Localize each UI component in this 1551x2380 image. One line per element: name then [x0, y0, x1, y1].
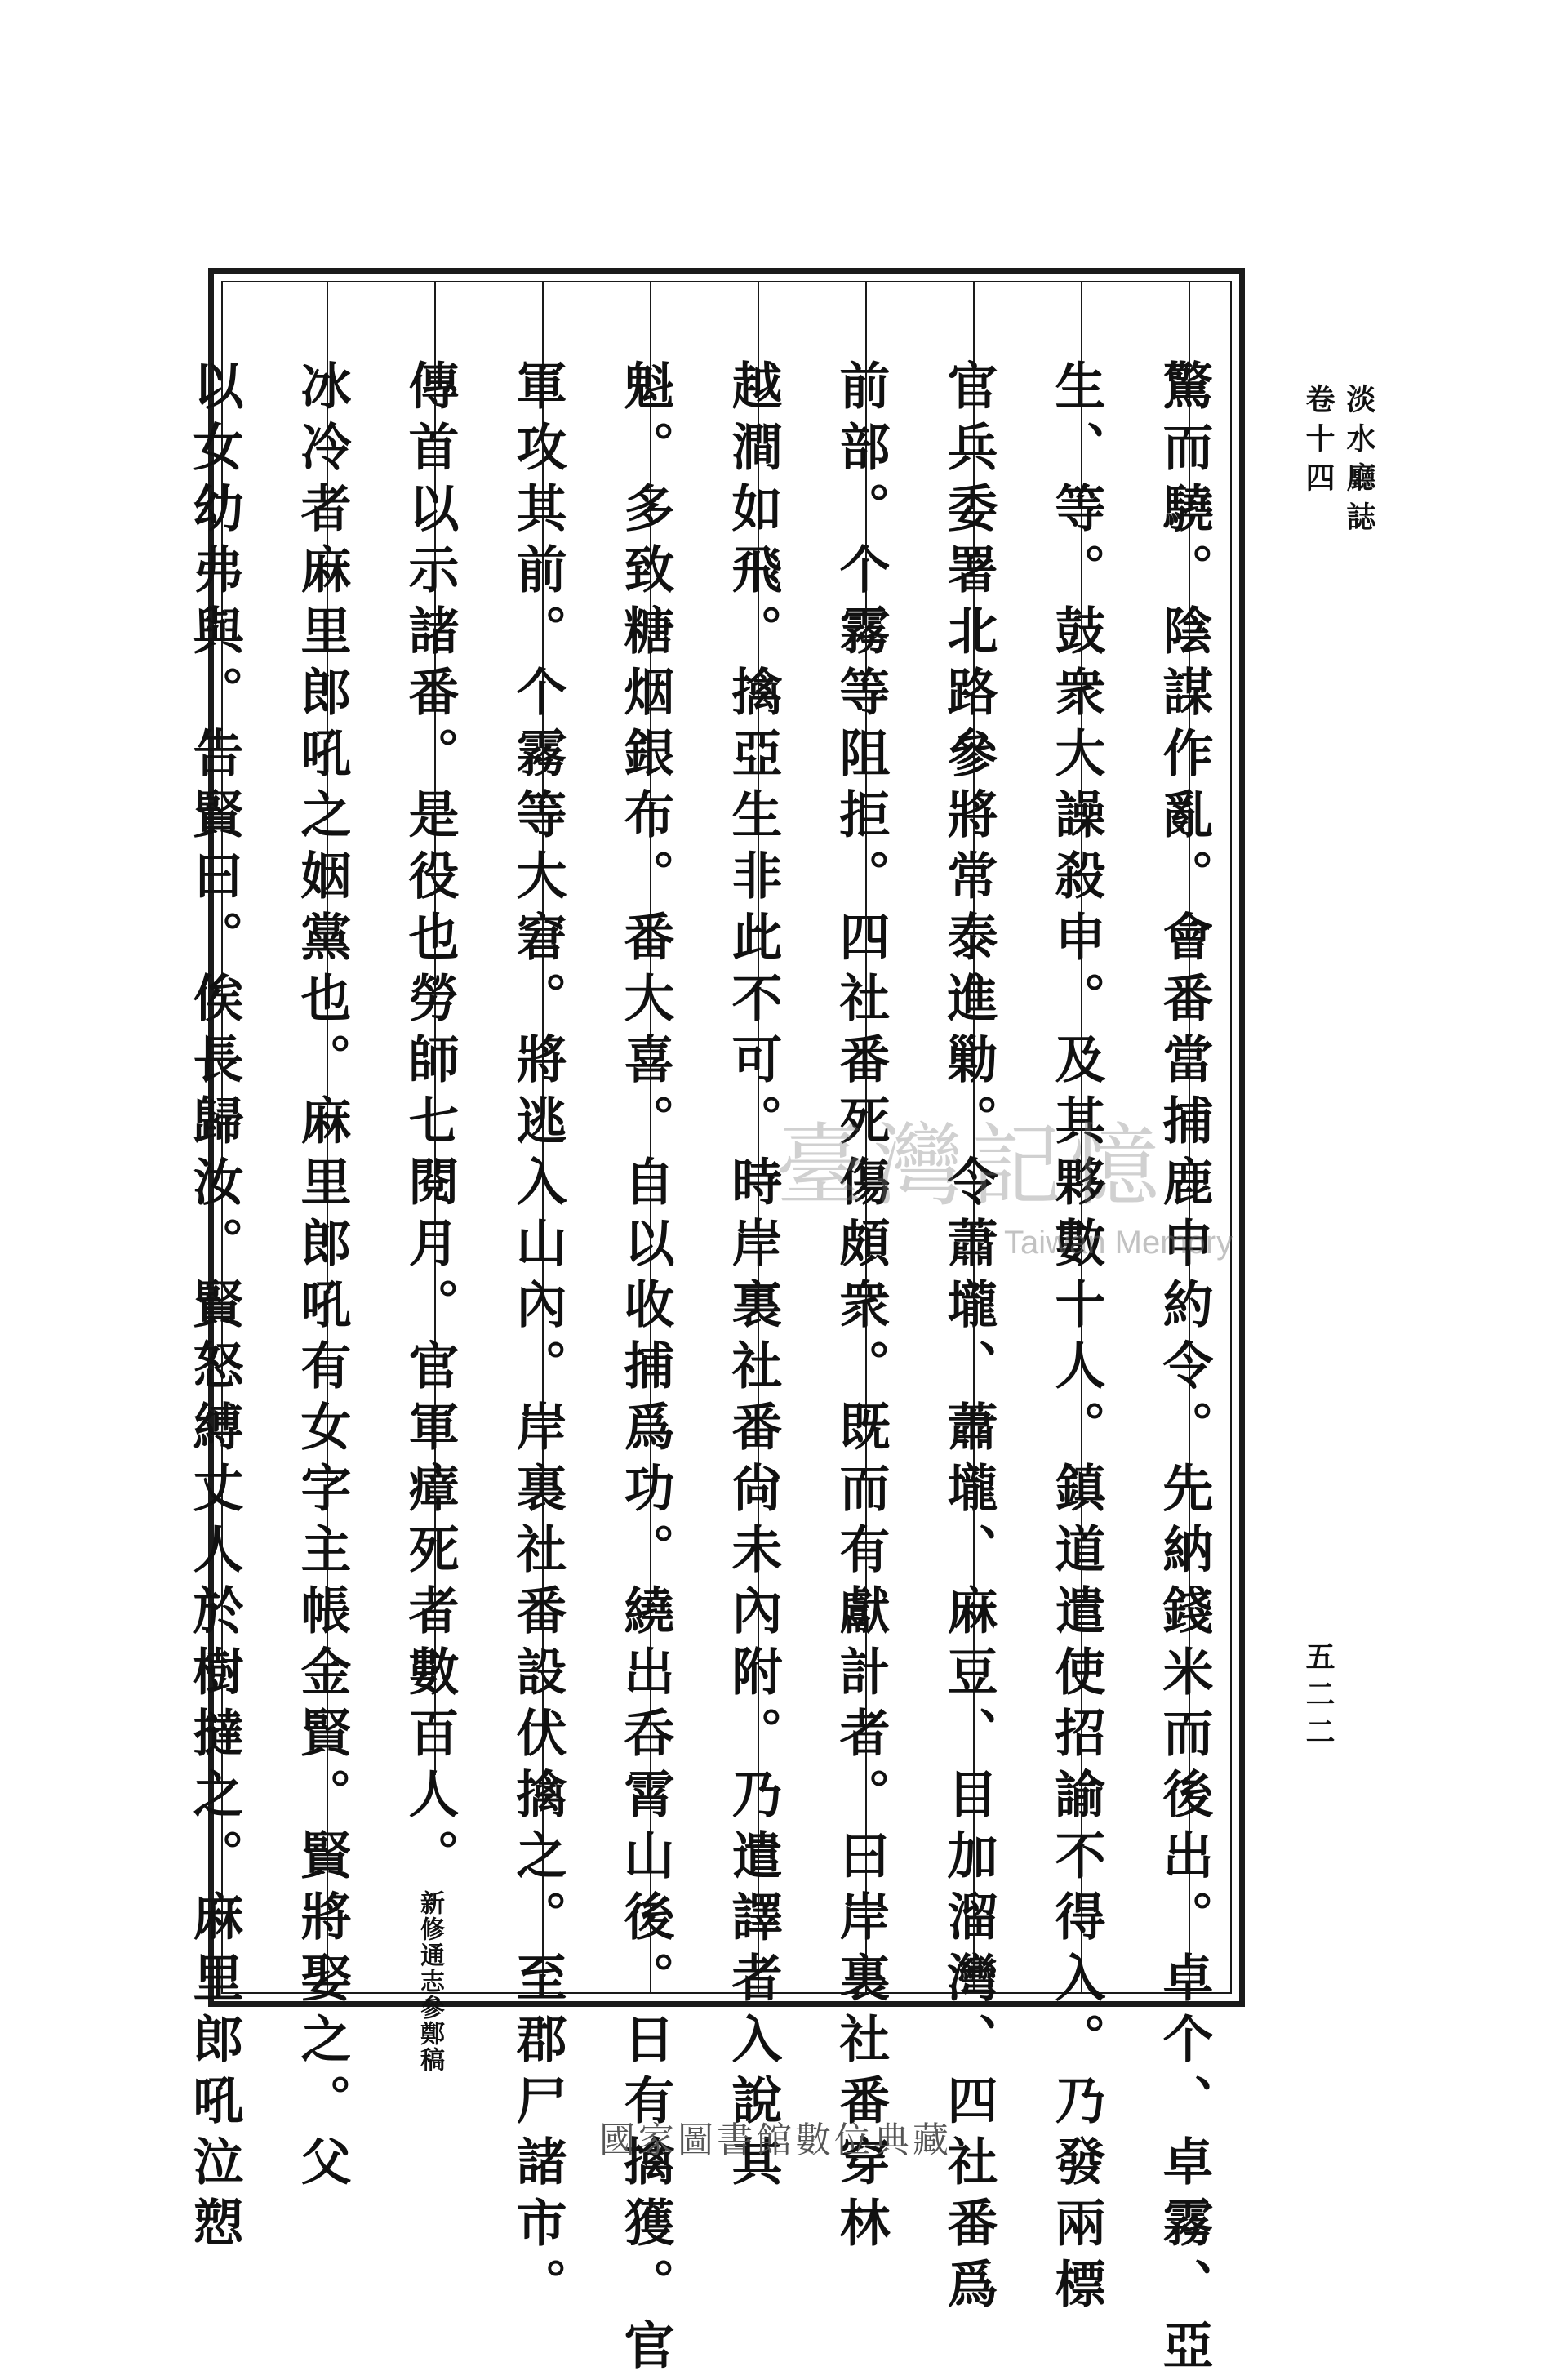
- text-column-2: 生、等。鼓衆大譟殺申。及其夥數十人。鎮道遣使招諭不得入。乃發兩標: [1047, 359, 1106, 2319]
- book-title: 淡水廳誌: [1342, 384, 1376, 541]
- text-column-1: 驚而驍。陰謀作亂。會番當捕鹿申約令。先納錢米而後出。卓个、卓霧、亞: [1154, 359, 1214, 2380]
- text-column-8: [380, 359, 478, 2073]
- running-header: [1298, 384, 1380, 541]
- footer-credit: 國家圖書館數位典藏: [599, 2120, 952, 2161]
- page-number: 五二二: [1301, 1641, 1335, 1754]
- text-column-8-main: 傳首以示諸番。是役也勞師七閱月。官軍瘴死者數百人。: [400, 359, 460, 1890]
- text-column-5: 越澗如飛。擒亞生非此不可。時岸裏社番尙未內附。乃遣譯者入說其: [723, 359, 783, 2196]
- source-note: 新修通志參鄭稿: [416, 1890, 444, 2073]
- text-column-3: 官兵委署北路參將常泰進勦。令蕭壠、蕭壠、麻豆、目加溜灣、四社番爲: [939, 359, 998, 2319]
- watermark: 臺灣記憶: [776, 1114, 1167, 1218]
- text-column-9: 冰冷者麻里郎吼之姻黨也。麻里郎吼有女字主帳金賢。賢將娶之。父: [292, 359, 352, 2196]
- text-column-10: 以女幼弗與。告賢曰。俟長歸汝。賢怒縛丈人於樹撻之。麻里郎吼泣愬: [184, 359, 244, 2258]
- volume-label: 卷十四: [1301, 384, 1335, 501]
- text-column-4: 前部。个霧等阻拒。四社番死傷頗衆。既而有獻計者。曰岸裏社番穿林: [831, 359, 891, 2258]
- watermark-subtext: Taiwan Memory: [1004, 1225, 1233, 1261]
- text-column-6: 魁。多致糖烟銀布。番大喜。自以收捕爲功。繞出呑霄山後。日有擒獲。官: [616, 359, 675, 2380]
- text-column-7: 軍攻其前。个霧等大窘。將逃入山內。岸裏社番設伏擒之。至郡尸諸市。: [508, 359, 567, 2319]
